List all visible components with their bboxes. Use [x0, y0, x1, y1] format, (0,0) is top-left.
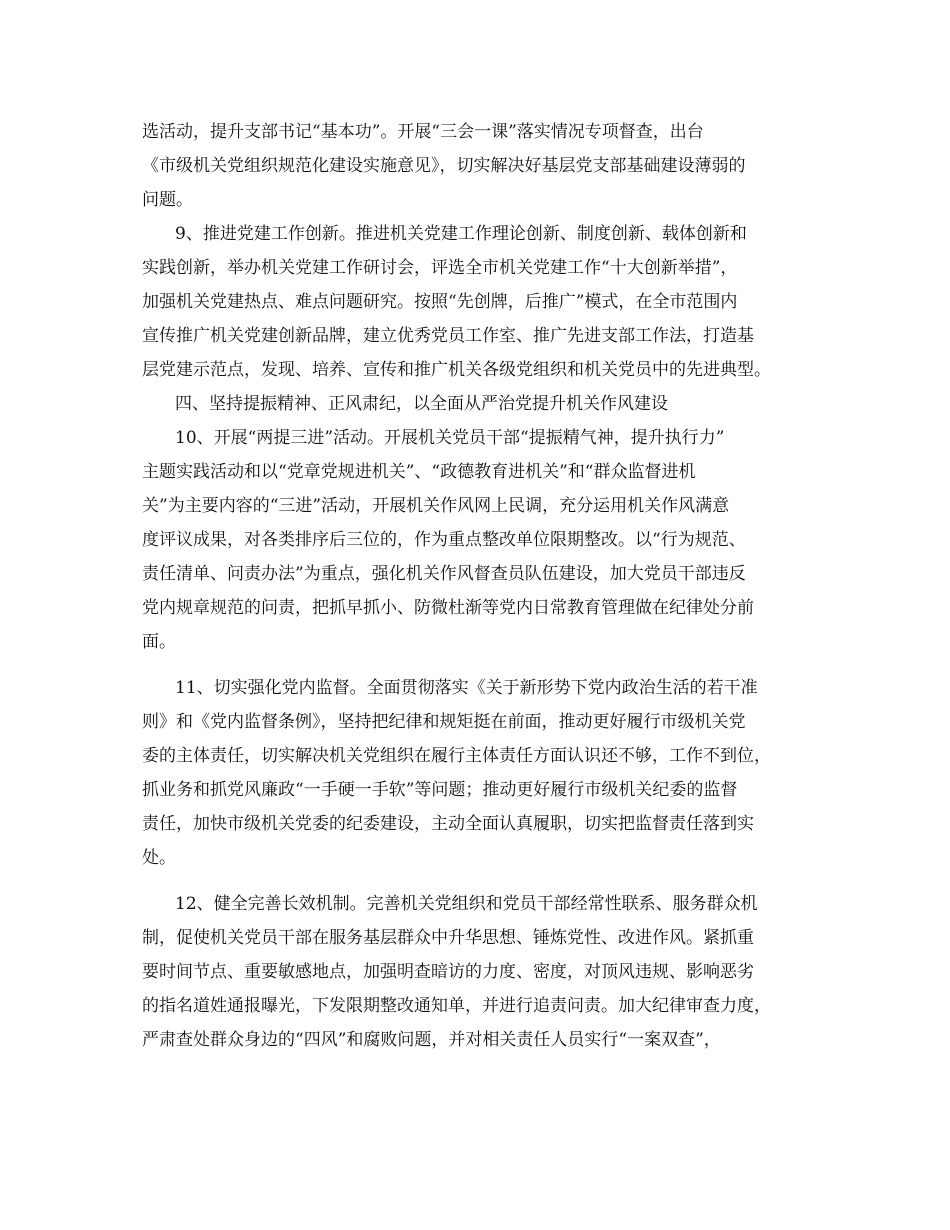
text-line: 制，促使机关党员干部在服务基层群众中升华思想、锤炼党性、改进作风。紧抓重 — [142, 928, 754, 948]
text-line: 的指名道姓通报曝光，下发限期整改通知单，并进行追责问责。加大纪律审查力度， — [142, 996, 771, 1016]
paragraph-2 — [142, 217, 812, 387]
text-line: 宣传推广机关党建创新品牌，建立优秀党员工作室、推广先进支部工作法，打造基 — [142, 326, 754, 346]
paragraph-3 — [142, 421, 812, 659]
text-line: 委的主体责任，切实解决机关党组织在履行主体责任方面认识还不够，工作不到位， — [142, 746, 771, 766]
text-line: 11、切实强化党内监督。全面贯彻落实《关于新形势下党内政治生活的若干准 — [175, 678, 758, 698]
document-body — [142, 115, 812, 1057]
text-line: 关”为主要内容的“三进”活动，开展机关作风网上民调，充分运用机关作风满意 — [142, 496, 730, 516]
text-line: 抓业务和抓党风廉政“一手硬一手软”等问题；推动更好履行市级机关纪委的监督 — [142, 780, 738, 800]
text-line: 处。 — [142, 848, 176, 868]
text-line: 选活动，提升支部书记“基本功”。开展“三会一课”落实情况专项督查，出台 — [142, 122, 704, 142]
text-line: 10、开展“两提三进”活动。开展机关党员干部“提振精气神，提升执行力” — [175, 428, 725, 448]
paragraph-1 — [142, 115, 812, 217]
paragraph-4 — [142, 671, 812, 875]
text-line: 度评议成果，对各类排序后三位的，作为重点整改单位限期整改。以“行为规范、 — [142, 530, 746, 550]
paragraph-5 — [142, 887, 812, 1057]
text-line: 9、推进党建工作创新。推进机关党建工作理论创新、制度创新、载体创新和 — [175, 224, 747, 244]
section-heading: 四、坚持提振精神、正风肃纪，以全面从严治党提升机关作风建设 — [175, 394, 668, 414]
text-line: 《市级机关党组织规范化建设实施意见》，切实解决好基层党支部基础建设薄弱的 — [142, 156, 746, 176]
text-line: 严肃查处群众身边的“四风”和腐败问题，并对相关责任人员实行“一案双查”， — [142, 1030, 721, 1050]
text-line: 面。 — [142, 632, 176, 652]
text-line: 主题实践活动和以“党章党规进机关”、“政德教育进机关”和“群众监督进机 — [142, 462, 696, 482]
text-line: 党内规章规范的问责，把抓早抓小、防微杜渐等党内日常教育管理做在纪律处分前 — [142, 598, 754, 618]
text-line: 责任，加快市级机关党委的纪委建设，主动全面认真履职，切实把监督责任落到实 — [142, 814, 754, 834]
text-line: 层党建示范点，发现、培养、宣传和推广机关各级党组织和机关党员中的先进典型。 — [142, 360, 771, 380]
text-line: 加强机关党建热点、难点问题研究。按照“先创牌，后推广”模式，在全市范围内 — [142, 292, 738, 312]
text-line: 问题。 — [142, 190, 193, 210]
text-line: 则》和《党内监督条例》，坚持把纪律和规矩挺在前面，推动更好履行市级机关党 — [142, 712, 746, 732]
text-line: 实践创新，举办机关党建工作研讨会，评选全市机关党建工作“十大创新举措”， — [142, 258, 738, 278]
text-line: 12、健全完善长效机制。完善机关党组织和党员干部经常性联系、服务群众机 — [175, 894, 758, 914]
text-line: 要时间节点、重要敏感地点，加强明查暗访的力度、密度，对顶风违规、影响恶劣 — [142, 962, 754, 982]
text-line: 责任清单、问责办法”为重点，强化机关作风督查员队伍建设，加大党员干部违反 — [142, 564, 746, 584]
